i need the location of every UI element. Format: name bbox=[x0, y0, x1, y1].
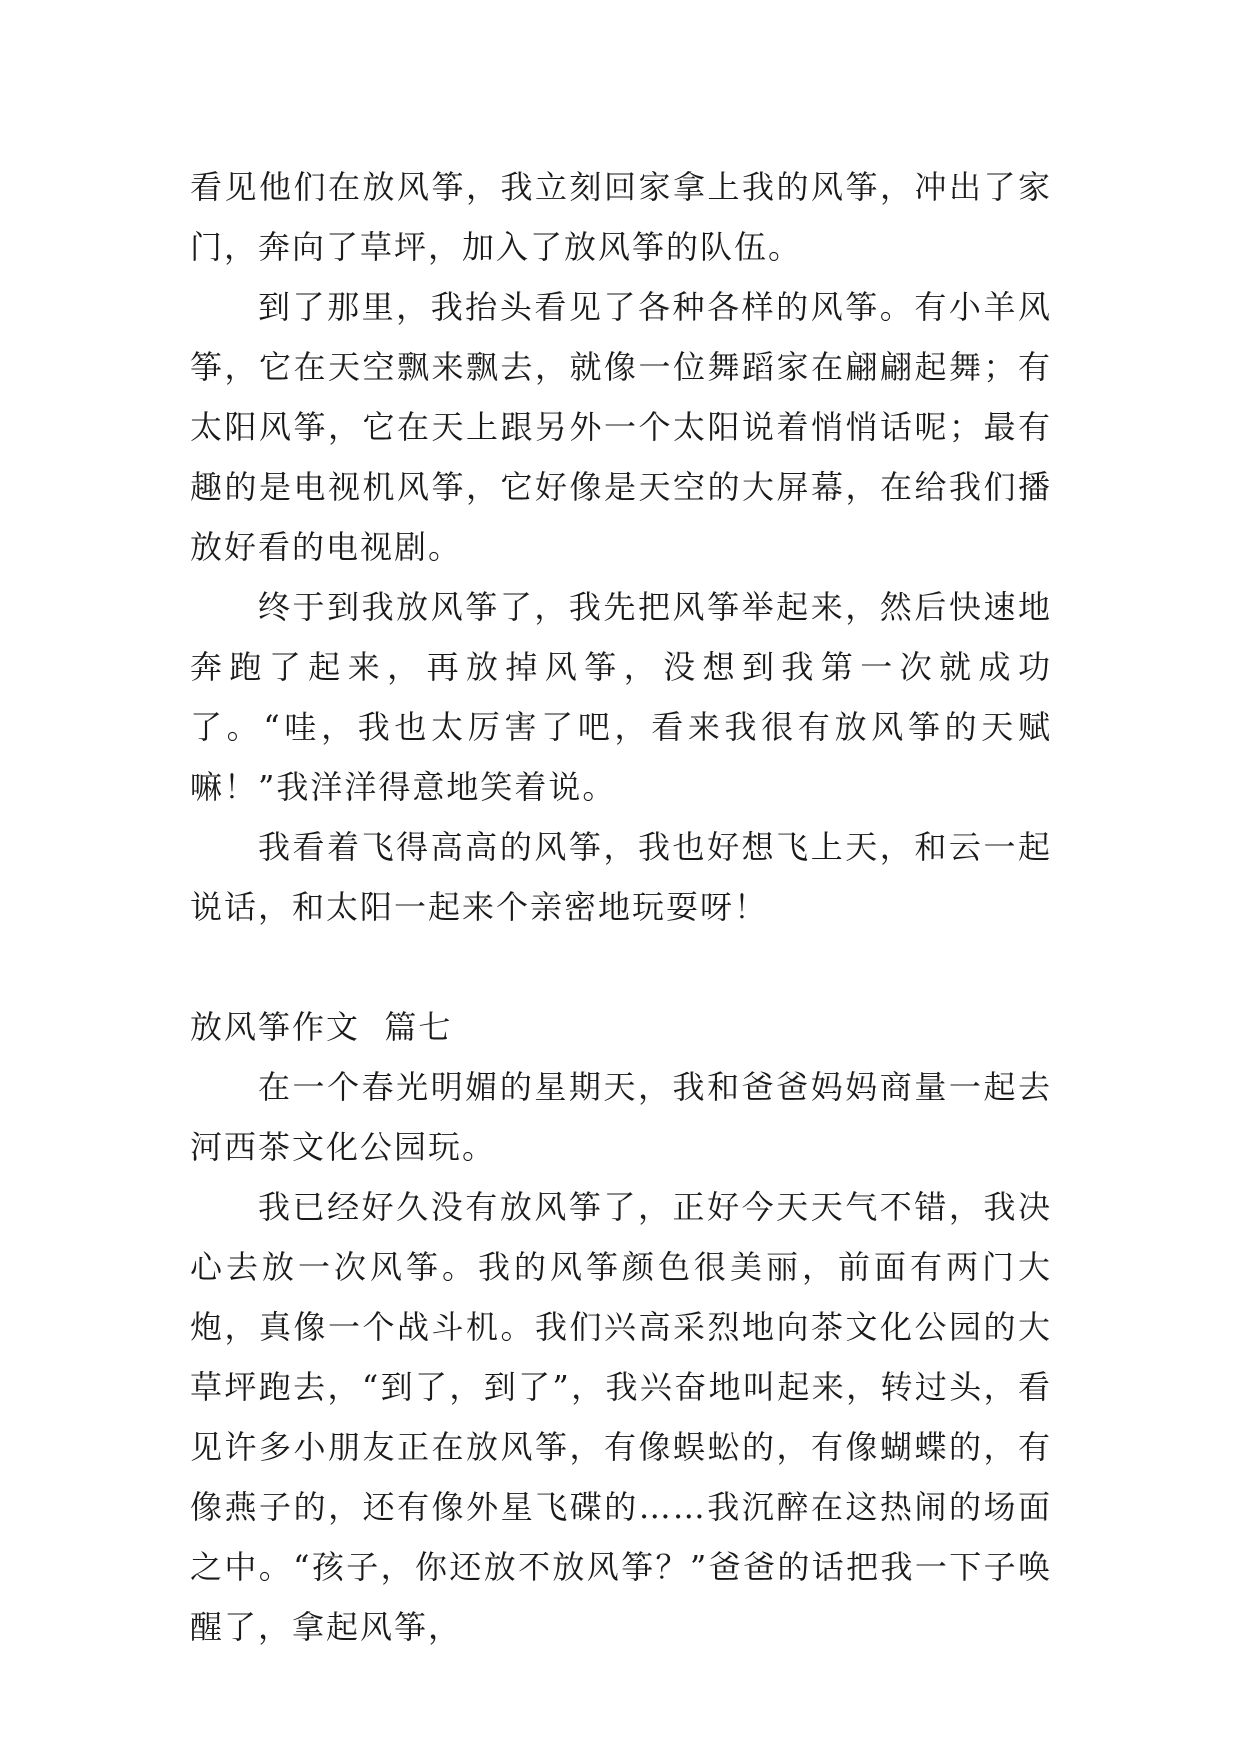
paragraph-wish: 我看着飞得高高的风筝，我也好想飞上天，和云一起说话，和太阳一起来个亲密地玩耍呀！ bbox=[190, 828, 1052, 926]
section-heading: 放风筝作文 篇七 bbox=[190, 1008, 453, 1046]
paragraph-sunday: 在一个春光明媚的星期天，我和爸爸妈妈商量一起去河西茶文化公园玩。 bbox=[190, 1068, 1052, 1166]
document-body bbox=[190, 157, 1052, 1657]
section-gap bbox=[190, 937, 1052, 997]
paragraph-kite-types: 到了那里，我抬头看见了各种各样的风筝。有小羊风筝，它在天空飘来飘去，就像一位舞蹈家在翩翩起舞；有太阳风筝，它在天上跟另外一个太阳说着悄悄话呢；最有趣的是电视机风筝，它好像是天空的大屏幕，在给我们播放好看的电视剧。 bbox=[190, 288, 1052, 566]
paragraph-my-turn: 终于到我放风筝了，我先把风筝举起来，然后快速地奔跑了起来，再放掉风筝，没想到我第一次就成功了。“哇，我也太厉害了吧，看来我很有放风筝的天赋嘛！”我洋洋得意地笑着说。 bbox=[190, 588, 1052, 806]
paragraph-park: 我已经好久没有放风筝了，正好今天天气不错，我决心去放一次风筝。我的风筝颜色很美丽，前面有两门大炮，真像一个战斗机。我们兴高采烈地向茶文化公园的大草坪跑去，“到了，到了”，我兴奋地叫起来，转过头，看见许多小朋友正在放风筝，有像蜈蚣的，有像蝴蝶的，有像燕子的，还有像外星飞碟的……我沉醉在这热闹的场面之中。“孩子，你还放不放风筝？”爸爸的话把我一下子唤醒了，拿起风筝， bbox=[190, 1188, 1052, 1646]
paragraph-continuation: 看见他们在放风筝，我立刻回家拿上我的风筝，冲出了家门，奔向了草坪，加入了放风筝的队伍。 bbox=[190, 168, 1052, 266]
